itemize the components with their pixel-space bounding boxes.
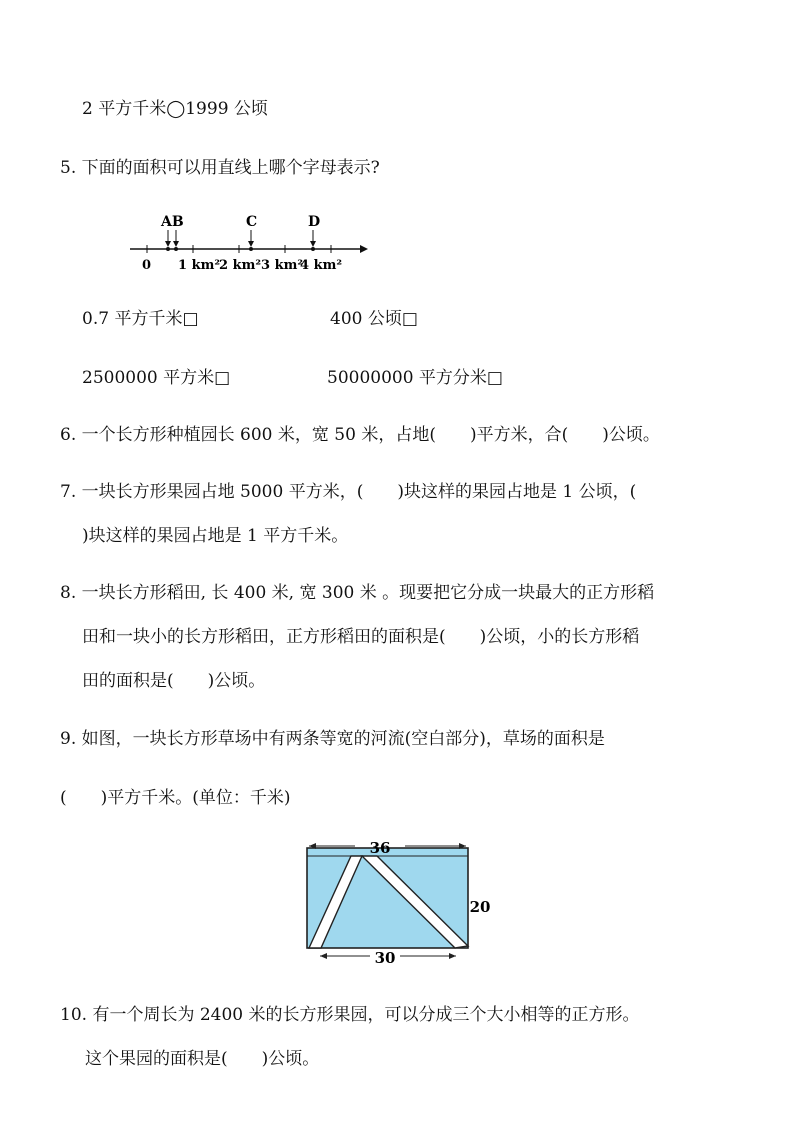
q5-item-1: 0.7 平方千米□ xyxy=(82,309,199,329)
dim-top-label: 36 xyxy=(369,839,391,857)
q9-line-2: ( )平方千米。(单位：千米) xyxy=(60,788,291,808)
q5-item-3: 2500000 平方米□ xyxy=(82,368,231,388)
pasture-figure xyxy=(300,834,500,974)
q5-title: 5. 下面的面积可以用直线上哪个字母表示? xyxy=(60,158,380,178)
tick-label-1: 1 km² xyxy=(178,258,221,273)
q8-line-3: 田的面积是( )公顷。 xyxy=(82,671,266,691)
marker-ab: AB xyxy=(161,214,184,230)
q7-line-1: 7. 一块长方形果园占地 5000 平方米，( )块这样的果园占地是 1 公顷，( xyxy=(60,482,637,502)
tick-label-2: 2 km² xyxy=(219,258,262,273)
tick-label-0: 0 xyxy=(142,258,152,273)
q5-item-4: 50000000 平方分米□ xyxy=(327,368,503,388)
q4-tail: 2 平方千米◯1999 公顷 xyxy=(82,99,268,119)
q10-line-2: 这个果园的面积是( )公顷。 xyxy=(85,1049,320,1069)
marker-d: D xyxy=(308,214,321,230)
number-line xyxy=(120,205,370,280)
tick-label-3: 3 km² xyxy=(261,258,304,273)
q8-line-1: 8. 一块长方形稻田, 长 400 米, 宽 300 米 。现要把它分成一块最大的正方形稻 xyxy=(60,583,655,603)
q5-item-2: 400 公顷□ xyxy=(330,309,418,329)
q6-text: 6. 一个长方形种植园长 600 米，宽 50 米，占地( )平方米，合( )公顷。 xyxy=(60,425,660,445)
q8-line-2: 田和一块小的长方形稻田，正方形稻田的面积是( )公顷，小的长方形稻 xyxy=(82,627,640,647)
q7-line-2: )块这样的果园占地是 1 平方千米。 xyxy=(82,526,349,546)
point-d xyxy=(311,247,315,251)
marker-c: C xyxy=(246,214,258,230)
point-c xyxy=(249,247,253,251)
q9-line-1: 9. 如图，一块长方形草场中有两条等宽的河流(空白部分)，草场的面积是 xyxy=(60,729,605,749)
dim-bottom-label: 30 xyxy=(374,949,396,967)
number-line-arrow xyxy=(360,245,368,253)
q10-line-1: 10. 有一个周长为 2400 米的长方形果园，可以分成三个大小相等的正方形。 xyxy=(60,1005,640,1025)
point-b xyxy=(174,247,178,251)
point-a xyxy=(166,247,170,251)
dim-right-label: 20 xyxy=(469,898,491,916)
tick-label-4: 4 km² xyxy=(300,258,343,273)
